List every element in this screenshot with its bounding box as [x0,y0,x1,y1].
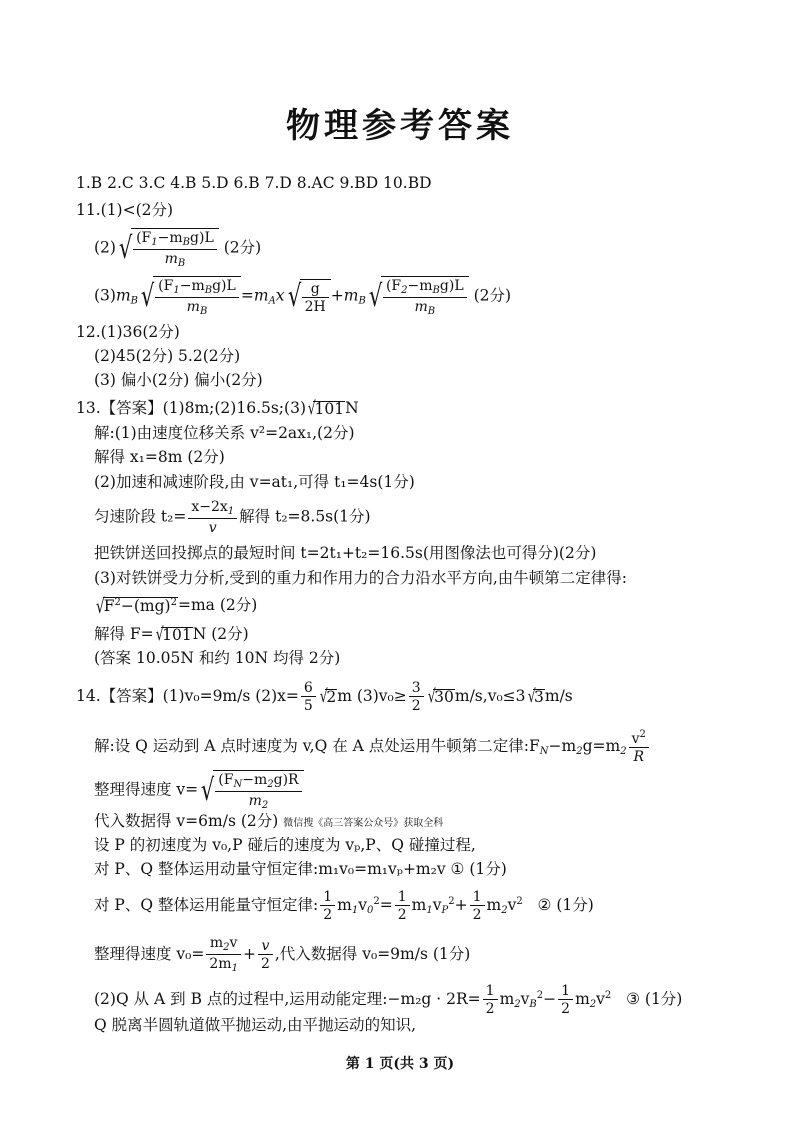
q14-step2: 整理得速度 v=√ $\frac{(F_N-m_2g)R}{m_2}$ [94,770,304,811]
q13-answer-summary: 13.【答案】(1)8m;(2)16.5s;(3)√101N [76,398,359,419]
page-title: 物理参考答案 [286,106,514,146]
q14-step9: Q 脱离半圆轨道做平抛运动,由平抛运动的知识, [94,1016,416,1034]
multiple-choice-answers: 1.B 2.C 3.C 4.B 5.D 6.B 7.D 8.AC 9.BD 10.BD [76,174,432,192]
q14-step4: 设 P 的初速度为 v₀,P 碰后的速度为 vₚ,P、Q 碰撞过程, [94,836,476,854]
q13-step2: 解得 x₁=8m (2分) [94,448,225,466]
q14-step8: (2)Q 从 A 到 B 点的过程中,运用动能定理:−m₂g · 2R= $\frac{1}{2}$ $m_2v_B^2-$ $\frac{1}{2}$ $m_2v^2$ ③ (1分) [94,983,683,1017]
q14-step6: 对 P、Q 整体运用能量守恒定律: $\frac{1}{2}$ $m_1v_0^2=$ $\frac{1}{2}$ $m_1v_P^2+$ $\frac{1}{2}$ $m_2v^2$ ② (1分) [94,889,594,923]
q13-step9: (答案 10.05N 和约 10N 均得 2分) [94,649,341,667]
q14-answer-summary: 14.【答案】(1)v₀=9m/s (2)x= $\frac{6}{5}$ √2m (3)v₀≥ $\frac{3}{2}$ √30m/s,v₀≤3√3m/s [76,680,573,714]
q14-step5: 对 P、Q 整体运用动量守恒定律:m₁v₀=m₁vₚ+m₂v ① (1分) [94,860,507,878]
page-number-footer: 第 1 页(共 3 页) [345,1056,455,1072]
q13-step6: (3)对铁饼受力分析,受到的重力和作用力的合力沿水平方向,由牛顿第二定律得: [94,569,628,587]
wechat-watermark-note: 微信搜《高三答案公众号》获取全科 [283,818,444,829]
q11-part2: (2)√ $\frac{(F_1-m_Bg)L}{m_B}$ (2分) [94,230,262,269]
q12-part2: (2)45(2分) 5.2(2分) [94,347,241,365]
q14-step3: 代入数据得 v=6m/s (2分) 微信搜《高三答案公众号》获取全科 [94,812,444,830]
q13-step5: 把铁饼送回投掷点的最短时间 t=2t₁+t₂=16.5s(用图像法也可得分)(2分) [94,544,597,562]
q14-step1: 解:设 Q 运动到 A 点时速度为 v,Q 在 A 点处运用牛顿第二定律$:F_N-m_2g=m_2$ $\frac{v^2}{R}$ [94,730,651,764]
q11-part1: 11.(1)<(2分) [76,201,174,219]
q14-step7: 整理得速度 v₀= $\frac{m_2v}{2m_1}$ + $\frac{v}{2}$ ,代入数据得 v₀=9m/s (1分) [94,935,471,974]
q13-step4: 匀速阶段 t₂= $\frac{x-2x_1}{v}$ 解得 t₂=8.5s(1分) [94,499,371,536]
q13-step8: 解得 F=√101N (2分) [94,624,249,645]
q13-step7: $√F^2-(mg)^2=ma$ (2分) [95,594,258,618]
q11-part3: $(3)m_B√$ $\frac{(F_1-m_Bg)L}{m_B}$ $=m_Ax√$ $\frac{g}{2H}$ $+m_B√$ $\frac{(F_2-m_Bg)L}{m_B}$ (2分) [94,278,512,317]
q12-part1: 12.(1)36(2分) [76,323,180,341]
q13-step1: 解:(1)由速度位移关系 v²=2ax₁,(2分) [94,424,355,442]
q13-step3: (2)加速和减速阶段,由 v=at₁,可得 t₁=4s(1分) [94,473,415,491]
q12-part3: (3) 偏小(2分) 偏小(2分) [94,371,263,389]
